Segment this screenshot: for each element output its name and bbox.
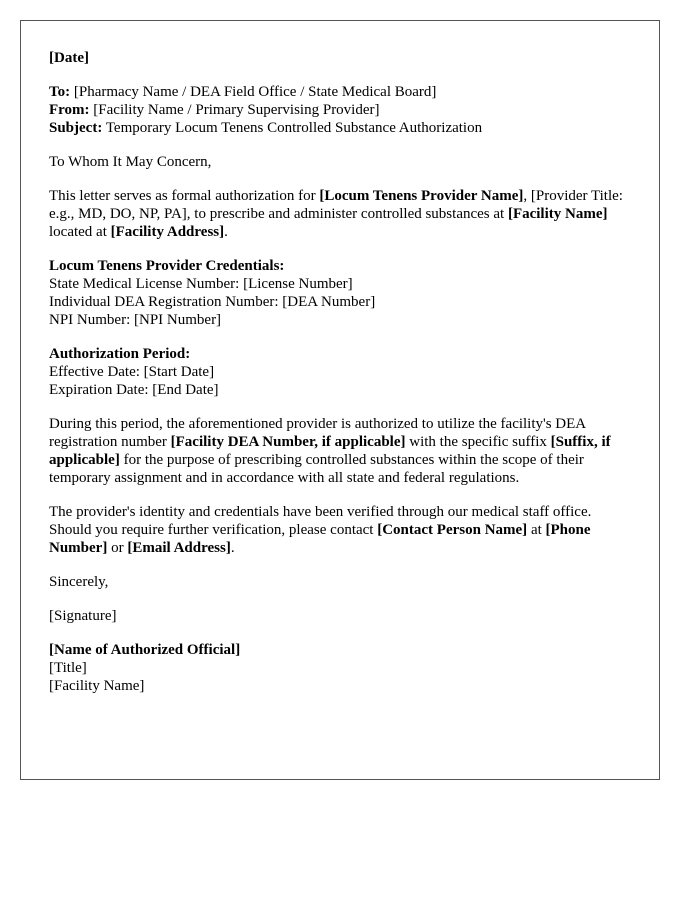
email-address-placeholder: [Email Address] <box>127 540 231 556</box>
signatory-title: [Title] <box>49 660 87 676</box>
to-value: [Pharmacy Name / DEA Field Office / State Medical Board] <box>73 84 437 100</box>
suffix-placeholder: [Suffix, if applicable] <box>49 434 611 468</box>
authorization-period-section <box>49 345 637 399</box>
effective-date-line: Effective Date: [Start Date] <box>49 364 215 380</box>
contact-person-placeholder: [Contact Person Name] <box>377 522 528 538</box>
signatory-name: [Name of Authorized Official] <box>49 642 241 658</box>
para2-text-3: for the purpose of prescribing controlled substances within the scope of their temporary assignment and in accordance with all state and federal regulations. <box>49 452 584 486</box>
salutation: To Whom It May Concern, <box>49 154 212 170</box>
to-line <box>49 83 637 101</box>
provider-name-placeholder: [Locum Tenens Provider Name] <box>319 188 524 204</box>
subject-label: Subject: <box>49 120 103 136</box>
para1-text-4: . <box>224 224 228 240</box>
expiration-date-line: Expiration Date: [End Date] <box>49 382 219 398</box>
para3-text-1: The provider's identity and credentials have been verified through our medical staff office. Should you require further verification, please contact <box>49 504 592 538</box>
letter-body <box>49 49 637 711</box>
para3-text-2: at <box>527 522 546 538</box>
npi-number-line: NPI Number: [NPI Number] <box>49 312 222 328</box>
authorization-period-heading: Authorization Period: <box>49 346 191 362</box>
facility-dea-placeholder: [Facility DEA Number, if applicable] <box>170 434 406 450</box>
dea-number-line: Individual DEA Registration Number: [DEA Number] <box>49 294 376 310</box>
from-value: [Facility Name / Primary Supervising Provider] <box>93 102 380 118</box>
date: [Date] <box>49 50 89 66</box>
phone-number-placeholder: [Phone Number] <box>49 522 591 556</box>
signature-placeholder: [Signature] <box>49 608 117 624</box>
para2-text-1: During this period, the aforementioned provider is authorized to utilize the facility's DEA registration number <box>49 416 586 450</box>
verification-paragraph <box>49 503 637 557</box>
date-line <box>49 49 637 67</box>
para1-text-2: , [Provider Title: e.g., MD, DO, NP, PA], to prescribe and administer controlled substances at <box>49 188 623 222</box>
authorization-paragraph <box>49 187 637 241</box>
from-label: From: <box>49 102 90 118</box>
subject-line <box>49 119 637 137</box>
para3-text-4: . <box>230 540 235 556</box>
facility-name-placeholder: [Facility Name] <box>507 206 608 222</box>
license-number-line: State Medical License Number: [License Number] <box>49 276 353 292</box>
para2-text-2: with the specific suffix <box>405 434 551 450</box>
credentials-heading: Locum Tenens Provider Credentials: <box>49 258 285 274</box>
facility-address-placeholder: [Facility Address] <box>110 224 225 240</box>
letter-header <box>49 83 637 137</box>
from-line <box>49 101 637 119</box>
para1-text-1: This letter serves as formal authorization for <box>49 188 320 204</box>
subject-value: Temporary Locum Tenens Controlled Substance Authorization <box>105 120 483 136</box>
to-label: To: <box>49 84 71 100</box>
para3-text-3: or <box>107 540 128 556</box>
signatory-block <box>49 641 637 695</box>
closing: Sincerely, <box>49 574 109 590</box>
dea-usage-paragraph <box>49 415 637 487</box>
letter-page <box>20 20 660 780</box>
signatory-facility: [Facility Name] <box>49 678 145 694</box>
para1-text-3: located at <box>49 224 111 240</box>
credentials-section <box>49 257 637 329</box>
